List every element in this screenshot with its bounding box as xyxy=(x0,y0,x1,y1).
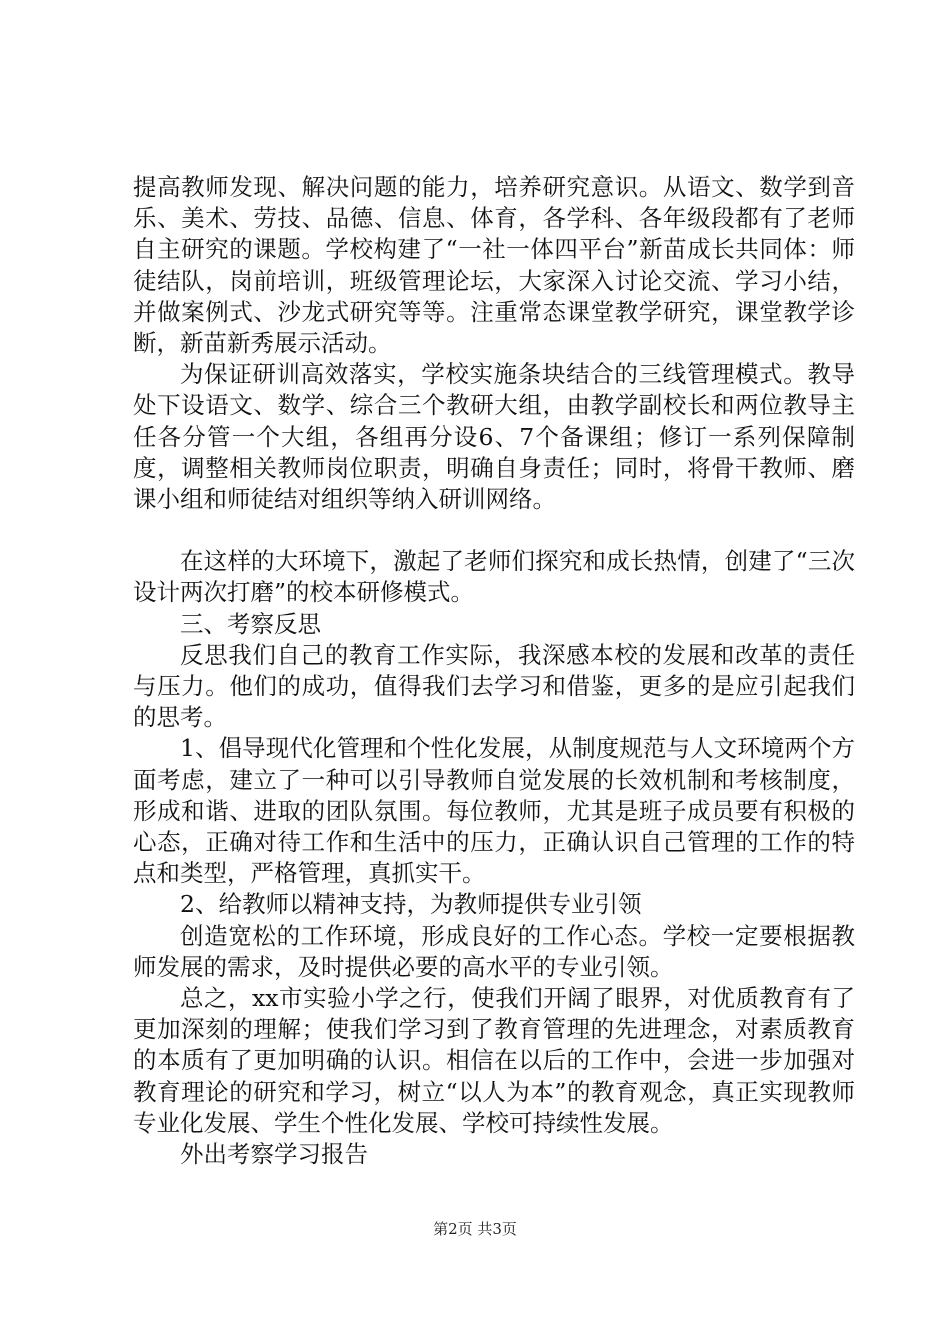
paragraph-management-model: 为保证研训高效落实，学校实施条块结合的三线管理模式。教导处下设语文、数学、综合三个教研大组，由教学副校长和两位教导主任各分管一个大组，各组再分设6、7个备课组；修订一系列保障制度，调整相关教师岗位职责，明确自身责任；同时，将骨干教师、磨课小组和师徒结对组织等纳入研训网络。 xyxy=(133,360,855,514)
paragraph-point-2-body: 创造宽松的工作环境，形成良好的工作心态。学校一定要根据教师发展的需求，及时提供必要的高水平的专业引领。 xyxy=(133,921,855,981)
page-footer xyxy=(0,1218,950,1239)
paragraph-point-2-heading: 2、给教师以精神支持，为教师提供专业引领 xyxy=(180,890,642,919)
page-number-label: 第2页 共3页 xyxy=(433,1220,517,1238)
section-heading-reflection: 三、考察反思 xyxy=(180,609,321,638)
paragraph-point-1: 1、倡导现代化管理和个性化发展，从制度规范与人文环境两个方面考虑，建立了一种可以引导教师自觉发展的长效机制和考核制度，形成和谐、进取的团队氛围。每位教师，尤其是班子成员要有积极的心态，正确对待工作和生活中的压力，正确认识自己管理的工作的特点和类型，严格管理，真抓实干。 xyxy=(133,734,855,888)
document-body xyxy=(133,172,855,1170)
paragraph-reflection: 反思我们自己的教育工作实际，我深感本校的发展和改革的责任与压力。他们的成功，值得我们去学习和借鉴，更多的是应引起我们的思考。 xyxy=(133,640,855,732)
paragraph-conclusion: 总之，xx市实验小学之行，使我们开阔了眼界，对优质教育有了更加深刻的理解；使我们学习到了教育管理的先进理念，对素质教育的本质有了更加明确的认识。相信在以后的工作中，会进一步加强对教育理论的研究和学习，树立“以人为本”的教育观念，真正实现教师专业化发展、学生个性化发展、学校可持续性发展。 xyxy=(133,984,855,1137)
paragraph-environment: 在这样的大环境下，激起了老师们探究和成长热情，创建了“三次设计两次打磨”的校本研修模式。 xyxy=(133,547,855,607)
document-title-trailing: 外出考察学习报告 xyxy=(180,1140,368,1169)
paragraph-continuation: 提高教师发现、解决问题的能力，培养研究意识。从语文、数学到音乐、美术、劳技、品德、信息、体育，各学科、各年级段都有了老师自主研究的课题。学校构建了“一社一体四平台”新苗成长共同体：师徒结队，岗前培训，班级管理论坛，大家深入讨论交流、学习小结，并做案例式、沙龙式研究等等。注重常态课堂教学研究，课堂教学诊断，新苗新秀展示活动。 xyxy=(133,173,855,358)
